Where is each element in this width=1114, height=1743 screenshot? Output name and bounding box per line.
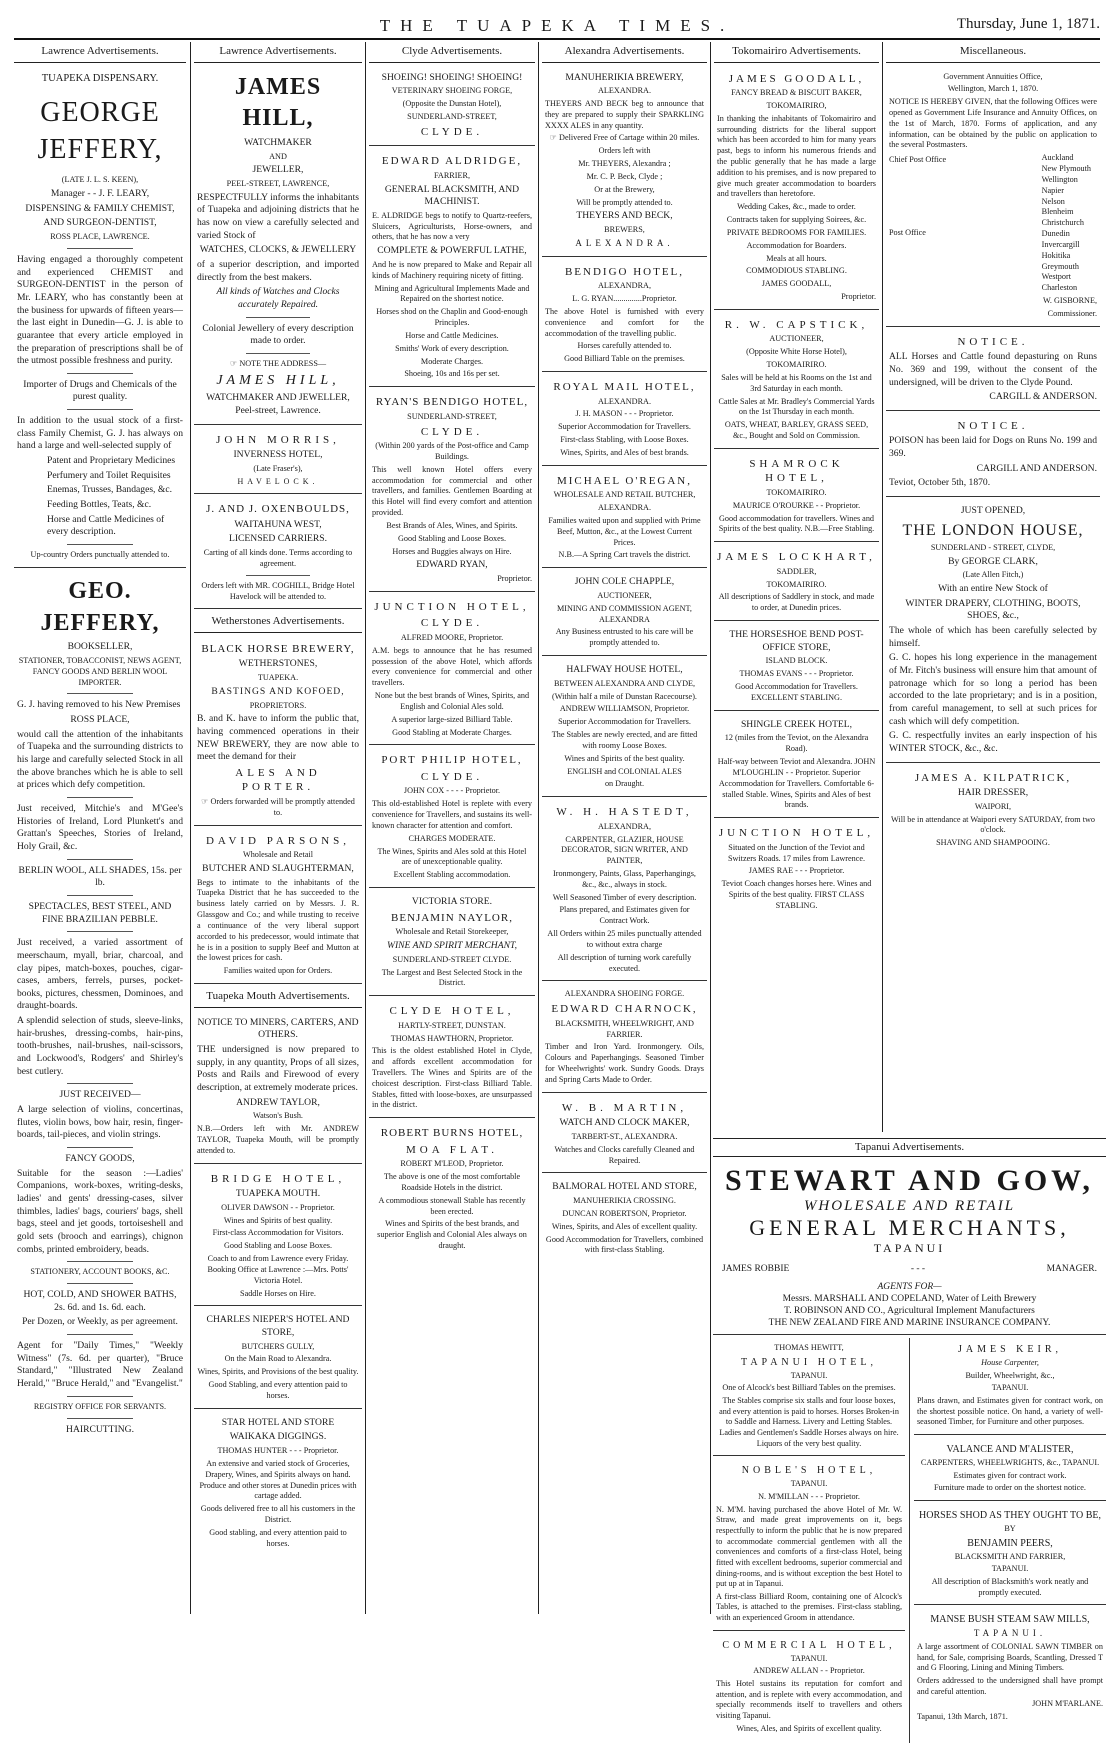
ad-tuapeka-dispensary: TUAPEKA DISPENSARY. GEORGE JEFFERY, (LATE J. L. S. KEEN), Manager - - J. F. LEARY, DISPENSING & FAMILY CHEMIST, AND SURGEON-DENTIST, ROSS PLACE, LAWRENCE. Having engaged a thoroughly competent and experienced CHEMIST and SURGEON-DENTIST in the person of Mr. LEARY, who has constantly been at the business for upwards of fifteen years—the last eight in Dunedin—G. J. is able to guarantee that every article employed in the preparation of prescriptions shall be of the utmost possible freshness and purity. Importer of Drugs and Chemicals of the purest quality. In addition to the usual stock of a first-class Family Chemist, G. J. has always on hand a large and well-selected supply of Patent and Proprietary Medicines Perfumery and Toilet Requisites Enemas, Trusses, Bandages, &c. Feeding Bottles, Teats, &c. Horse and Cattle Medicines of every description. Up-country Orders punctually attended to. [14,67,186,568]
advertiser-name: JAMES KEIR, [957,1344,1062,1355]
ad-notice-poison: NOTICE. POISON has been laid for Dogs on Runs No. 199 and 369. CARGILL AND ANDERSON. Teviot, October 5th, 1870. [886,414,1100,497]
ad-junction-hotel-clyde: JUNCTION HOTEL, CLYDE. ALFRED MOORE, Proprietor. A.M. begs to announce that he has resumed possession of the above Hotel, which affords every convenience for commercial and other travellers. None but the best brands of Wines, Spirits, and English and Colonial Ales sold. A superior large-sized Billiard Table. Good Stabling at Moderate Charges. [369,595,535,745]
advertiser-name: RYAN'S BENDIGO HOTEL, [375,396,529,409]
advertiser-name: EDWARD CHARNOCK, [551,1003,698,1016]
column-rule [538,42,539,1614]
column-tokomairiro [714,42,879,1132]
newspaper-title: THE TUAPEKA TIMES. [379,16,735,35]
advertiser-name: STAR HOTEL AND STORE [221,1416,335,1428]
ad-james-hill: JAMES HILL, WATCHMAKER AND JEWELLER, PEEL-STREET, LAWRENCE, RESPECTFULLY informs the inhabitants of Tuapeka and adjoining districts that he has now on view a carefully selected and varied Stock of WATCHES, CLOCKS, & JEWELLERY of a superior description, and imported directly from the best makers. All kinds of Watches and Clocks accurately Repaired. Colonial Jewellery of every description made to order. ☞ NOTE THE ADDRESS— JAMES HILL, WATCHMAKER AND JEWELLER, Peel-street, Lawrence. [194,67,362,425]
column-rule [365,42,366,1614]
ad-government-annuities: Government Annuities Office, Wellington, March 1, 1870. NOTICE IS HEREBY GIVEN, that the following Offices were opened as Government Life Insurance and Annuity Offices, on the 1st of March, 1870. Forms of application, and any information, can be obtained by the public on application to the several Postmasters. Chief Post Office Post Office Auckland New Plymouth Wellington Napier Nelson Blenheim Christchurch Dunedin Invercargill Hokitika Greymouth Westport Charleston W. GISBORNE, Commissioner. [886,67,1100,327]
column-alexandra [542,42,707,1614]
ad-james-lockhart: JAMES LOCKHART, SADDLER, TOKOMAIRIRO. All descriptions of Saddlery in stock, and made to order, at Dunedin prices. [714,545,879,621]
ad-halfway-house-hotel: HALFWAY HOUSE HOTEL, BETWEEN ALEXANDRA AND CLYDE, (Within half a mile of Dunstan Racecourse). ANDREW WILLIAMSON, Proprietor. Superior Accommodation for Travellers. The Stables are newly erected, and are fitted with roomy Loose Boxes. Wines and Spirits of the best quality. ENGLISH and COLONIAL ALES on Draught. [542,659,707,797]
section-heading: Clyde Advertisements. [369,42,535,63]
advertiser-name: DAVID PARSONS, [205,834,351,847]
ad-bendigo-hotel-alexandra: BENDIGO HOTEL, ALEXANDRA, L. G. RYAN..............Proprietor. The above Hotel is furnished with every convenience and comfort for the accommodation of the travelling public. Horses carefully attended to. Good Billiard Table on the premises. [542,260,707,372]
ad-john-cole-chapple: JOHN COLE CHAPPLE, AUCTIONEER, MINING AND COMMISSION AGENT, ALEXANDRA Any Business entrusted to his care will be promptly attended to. [542,571,707,656]
advertiser-name: ANDREW TAYLOR, [236,1096,320,1108]
section-heading: Tuapeka Mouth Advertisements. [194,987,362,1008]
advertiser-name: BLACK HORSE BREWERY, [201,642,355,655]
ad-shoeing-forge: SHOEING! SHOEING! SHOEING! VETERINARY SHOEING FORGE, (Opposite the Dunstan Hotel), SUNDERLAND-STREET, CLYDE. [369,67,535,147]
section-heading: Tapanui Advertisements. [713,1139,1106,1157]
section-heading: Miscellaneous. [886,42,1100,63]
ad-andrew-taylor: NOTICE TO MINERS, CARTERS, AND OTHERS. THE undersigned is now prepared to supply, in any quantity, Props of all sizes, Posts and Rails and Firewood of every description, at extremely moderate prices. ANDREW TAYLOR, Watson's Bush. N.B.—Orders left with Mr. ANDREW TAYLOR, Tuapeka Mouth, will be promptly attended to. [194,1012,362,1164]
ad-john-morris: JOHN MORRIS, INVERNESS HOTEL, (Late Fraser's), HAVELOCK. [194,428,362,495]
ad-charles-nieper: CHARLES NIEPER'S HOTEL AND STORE, BUTCHERS GULLY, On the Main Road to Alexandra. Wines, Spirits, and Provisions of the best quality. Good Stabling, and every attention paid to horses. [194,1309,362,1408]
ad-star-hotel: STAR HOTEL AND STORE WAIKAKA DIGGINGS. THOMAS HUNTER - - - Proprietor. An extensive and varied stock of Groceries, Drapery, Wines, and Spirits always on hand. Produce and other stores at Dunedin prices with cartage added. Goods delivered free to all his customers in the District. Good stabling, and every attention paid to horses. [194,1412,362,1556]
column-lawrence-1 [14,42,186,1614]
advertiser-name: MICHAEL O'REGAN, [556,474,692,487]
ad-james-goodall: JAMES GOODALL, FANCY BREAD & BISCUIT BAKER, TOKOMAIRIRO, In thanking the inhabitants of Tokomairiro and surrounding districts for the liberal support which has been accorded to him for many years past, begs to inform his numerous friends and the public generally that he has made a large addition to his premises, and is now prepared to give much greater accommodation to boarders and travellers than heretofore. Wedding Cakes, &c., made to order. Contracts taken for supplying Soirees, &c. PRIVATE BEDROOMS FOR FAMILIES. Accommodation for Boarders. Meals at all hours. COMMODIOUS STABLING. JAMES GOODALL, Proprietor. [714,67,879,310]
ad-london-house: JUST OPENED, THE LONDON HOUSE, SUNDERLAND - STREET, CLYDE, By GEORGE CLARK, (Late Allen Fitch,) With an entire New Stock of WINTER DRAPERY, CLOTHING, BOOTS, SHOES, &c., The whole of which has been carefully selected by himself. G. C. hopes his long experience in the management of Mr. Fitch's business will ensure him that amount of patronage which for so long a period has been accorded to the late proprietary; and is in a position, from careful management, to sell at such prices for cash which will defy competition. G. C. respectfully invites an early inspection of his WINTER STOCK, &c., &c. [886,500,1100,763]
ad-ryans-bendigo-hotel: RYAN'S BENDIGO HOTEL, SUNDERLAND-STREET, CLYDE. (Within 200 yards of the Post-office and Camp Buildings. This well known Hotel offers every accommodation for commercial and other travellers, and families. Gentlemen Boarding at this Hotel will find every comfort and attention provided. Best Brands of Ales, Wines, and Spirits. Good Stabling and Loose Boxes. Horses and Buggies always on Hire. EDWARD RYAN, Proprietor. [369,390,535,592]
advertiser-name: R. W. CAPSTICK, [724,318,869,331]
column-rule [710,42,711,1614]
section-heading: Alexandra Advertisements. [542,42,707,63]
advertiser-name: VALANCE AND M'ALISTER, [946,1443,1074,1455]
ad-commercial-hotel: COMMERCIAL HOTEL, TAPANUI. ANDREW ALLAN - - Proprietor. This Hotel sustains its reputation for comfort and attention, and is replete with every accommodation, and specially recommends itself to travellers and others visiting Tapanui. Wines, Ales, and Spirits of excellent quality. [716,1639,902,1733]
masthead [14,14,1100,40]
ad-black-horse-brewery: BLACK HORSE BREWERY, WETHERSTONES, TUAPEKA. BASTINGS AND KOFOED, PROPRIETORS. B. and K. have to inform the public that, having commenced operations in their NEW BREWERY, they are now able to meet the demand for their ALES AND PORTER. ☞ Orders forwarded will be promptly attended to. [194,637,362,826]
section-heading: Wetherstones Advertisements. [194,612,362,633]
advertiser-name: COMMERCIAL HOTEL, [722,1639,896,1651]
section-heading: Lawrence Advertisements. [194,42,362,63]
ad-tapanui-hotel: THOMAS HEWITT, TAPANUI HOTEL, TAPANUI. One of Alcock's best Billiard Tables on the premises. The Stables comprise six stalls and four loose boxes, and every attention is paid to horses. Horses Broken-in to Saddle and Harness. Livery and Letting Stables. Ladies and Gentlemen's Saddle Horses always on hire. Liquors of the very best quality. [713,1338,905,1456]
ad-capstick: R. W. CAPSTICK, AUCTIONEER, (Opposite White Horse Hotel), TOKOMAIRIRO. Sales will be held at his Rooms on the 1st and 3rd Saturday in each month. Cattle Sales at Mr. Bradley's Commercial Yards on the 1st Thursday in each month. OATS, WHEAT, BARLEY, GRASS SEED, &c., Bought and Sold on Commission. [714,313,879,449]
ad-james-keir: JAMES KEIR, House Carpenter, Builder, Wheelwright, &c., TAPANUI. Plans drawn, and Estimates given for contract work, on the shortest possible notice. On hand, a variety of well-seasoned Timber, for Furniture and other purposes. [914,1338,1106,1435]
section-tapanui [713,1138,1106,1743]
column-lawrence-2 [194,42,362,1614]
column-miscellaneous [886,42,1100,1132]
advertiser-name: HALFWAY HOUSE HOTEL, [566,664,683,676]
advertiser-name: ROYAL MAIL HOTEL, [553,381,696,394]
ad-shingle-creek-hotel: SHINGLE CREEK HOTEL, 12 (miles from the Teviot, on the Alexandra Road). Half-way between Teviot and Alexandra. JOHN M'LOUGHLIN - - Proprietor. Superior Accommodation for Travellers. Comfortable 6-stalled Stable. Wines, Spirits and Ales of best brands. [714,714,879,818]
ad-royal-mail-hotel: ROYAL MAIL HOTEL, ALEXANDRA. J. H. MASON - - - Proprietor. Superior Accommodation for Travellers. First-class Stabling, with Loose Boxes. Wines, Spirits, and Ales of best brands. [542,375,707,466]
advertiser-name: JUNCTION HOTEL, [718,827,875,840]
advertiser-name: MANSE BUSH STEAM SAW MILLS, [930,1614,1090,1626]
advertiser-name: GEO. JEFFERY, [40,577,160,636]
advertiser-name: EDWARD ALDRIDGE, [381,155,523,168]
ad-balmoral-hotel: BALMORAL HOTEL AND STORE, MANUHERIKIA CROSSING. DUNCAN ROBERTSON, Proprietor. Wines, Spirits, and Ales of excellent quality. Good Accommodation for Travellers, combined with first-class Stabling. [545,1181,704,1255]
advertiser-name: CHARLES NIEPER'S HOTEL AND STORE, [206,1314,350,1338]
ad-manse-bush-saw-mills: MANSE BUSH STEAM SAW MILLS, TAPANUI. A large assortment of COLONIAL SAWN TIMBER on hand, for Sale, comprising Boards, Scantling, Dressed T and G Flooring, Lining and Mining Timbers. Orders addressed to the undersigned shall have prompt and careful attention. JOHN M'FARLANE. Tapanui, 13th March, 1871. [917,1614,1103,1721]
advertiser-name: JAMES LOCKHART, [717,551,876,564]
advertiser-name: TAPANUI HOTEL, [741,1356,877,1368]
advertiser-name: BALMORAL HOTEL AND STORE, [552,1181,697,1193]
ad-edward-aldridge: EDWARD ALDRIDGE, FARRIER, GENERAL BLACKSMITH, AND MACHINIST. E. ALDRIDGE begs to notify to Quartz-reefers, Sluicers, Agriculturists, Horse-owners, and others, that he has now a very COMPLETE & POWERFUL LATHE, And he is now prepared to Make and Repair all kinds of Machinery requiring nicety of fitting. Mining and Agricultural Implements Made and Repaired on the shortest notice. Horses shod on the Chaplin and Good-enough Principles. Horse and Cattle Medicines. Smiths' Work of every description. Moderate Charges. Shoeing, 10s and 16s per set. [369,149,535,387]
ad-horseshoe-bend-store: THE HORSESHOE BEND POST-OFFICE STORE, ISLAND BLOCK. THOMAS EVANS - - - Proprietor. Good Accommodation for Travellers. EXCELLENT STABLING. [714,624,879,711]
advertiser-name: NOBLE'S HOTEL, [741,1465,877,1477]
ad-robert-burns-hotel: ROBERT BURNS HOTEL, MOA FLAT. ROBERT M'LEOD, Proprietor. The above is one of the most comfortable Roadside Hotels in the district. A commodious stonewall Stable has recently been erected. Wines and Spirits of the best brands, and superior English and Colonial Ales always on draught. [369,1121,535,1258]
section-heading: Lawrence Advertisements. [14,42,186,63]
advertiser-name: JOHN COLE CHAPPLE, [574,576,675,588]
advertiser-name: JAMES A. KILPATRICK, [914,771,1072,784]
ad-david-parsons: DAVID PARSONS, Wholesale and Retail BUTCHER AND SLAUGHTERMAN, Begs to intimate to the inhabitants of the Tuapeka District that he has succeeded to the business lately carried on by Messrs. J. R. Glassgow and Co.; and while trusting to receive a continuance of the very liberal support accorded to his predecessor, would intimate that he is in a position to supply Beef and Mutton at the lowest prices for cash. Families waited upon for Orders. [194,829,362,984]
ad-benjamin-naylor: VICTORIA STORE. BENJAMIN NAYLOR, Wholesale and Retail Storekeeper, WINE AND SPIRIT MERCHANT, SUNDERLAND-STREET CLYDE. The Largest and Best Selected Stock in the District. [369,891,535,996]
advertiser-name: CLYDE HOTEL, [389,1005,515,1018]
ad-nobles-hotel: NOBLE'S HOTEL, TAPANUI. N. M'MILLAN - - - Proprietor. N. M'M. having purchased the above Hotel of Mr. W. Straw, and made great improvements on it, begs respectfully to inform the public that he is now prepared to accommodate commercial gentlemen with all the conveniences and comforts of a first-class Hotel, being fitted with excellent bedrooms, superior commercial and dining-rooms, and is without exception the best Hotel to put up at in Tapanui. A first-class Billiard Room, containing one of Alcock's Tables, is attached to the premises. First-class stabling, with an experienced Groom in attendance. [713,1459,905,1631]
column-rule [882,42,883,1132]
ad-michael-oregan: MICHAEL O'REGAN, WHOLESALE AND RETAIL BUTCHER, ALEXANDRA. Families waited upon and supplied with Prime Beef, Mutton, &c., at the Lowest Current Prices. N.B.—A Spring Cart travels the district. [542,469,707,568]
advertiser-name: STEWART AND GOW, [725,1164,1094,1197]
advertiser-name: PORT PHILIP HOTEL, [381,754,523,767]
advertiser-name: GEORGE JEFFERY, [37,97,163,166]
advertiser-name: THE LONDON HOUSE, [902,521,1084,539]
advertiser-name: JUNCTION HOTEL, [374,600,530,613]
ad-notice-cattle: NOTICE. ALL Horses and Cattle found depasturing on Runs No. 369 and 199, without the consent of the undersigned, will be driven to the Clyde Pound. CARGILL & ANDERSON. [886,330,1100,411]
ad-oxenboulds: J. AND J. OXENBOULDS, WAITAHUNA WEST, LICENSED CARRIERS. Carting of all kinds done. Terms according to agreement. Orders left with MR. COGHILL, Bridge Hotel Havelock will be attended to. [194,497,362,609]
advertiser-name: JOHN MORRIS, [216,433,340,446]
ad-junction-hotel-teviot: JUNCTION HOTEL, Situated on the Junction of the Teviot and Switzers Roads. 17 miles from Lawrence. JAMES RAE - - - Proprietor. Teviot Coach changes horses here. Wines and Spirits of the best quality. FIRST CLASS STABLING. [718,827,875,910]
ad-valance-and-malister: VALANCE AND M'ALISTER, CARPENTERS, WHEELWRIGHTS, &c., TAPANUI. Estimates given for contract work. Furniture made to order on the shortest notice. [914,1438,1106,1501]
advertiser-name: JAMES GOODALL, [728,72,865,85]
section-heading: Tokomairiro Advertisements. [714,42,879,63]
ad-edward-charnock: ALEXANDRA SHOEING FORGE. EDWARD CHARNOCK, BLACKSMITH, WHEELWRIGHT, AND FARRIER. Timber and Iron Yard. Ironmongery. Oils, Colours and Paperhangings. Seasoned Timber for Wheelwrights' work. Sundry Goods. Drays and Spring Carts Made to Order. [542,984,707,1092]
ad-bridge-hotel: BRIDGE HOTEL, TUAPEKA MOUTH. OLIVER DAWSON - - Proprietor. Wines and Spirits of best quality. First-class Accommodation for Visitors. Good Stabling and Loose Boxes. Coach to and from Lawrence every Friday. Booking Office at Lawrence :—Mrs. Potts' Victoria Hotel. Saddle Horses on Hire. [194,1167,362,1307]
advertiser-name: J. AND J. OXENBOULDS, [206,503,350,516]
column-rule [190,42,191,1614]
advertiser-name: BENJAMIN PEERS, [967,1537,1053,1549]
advertiser-name: BENDIGO HOTEL, [564,265,685,278]
ad-wb-martin: W. B. MARTIN, WATCH AND CLOCK MAKER, TARBERT-ST., ALEXANDRA. Watches and Clocks carefully Cleaned and Repaired. [542,1096,707,1174]
advertiser-name: SHAMROCK HOTEL, [749,457,844,485]
ad-stewart-and-gow: STEWART AND GOW, WHOLESALE AND RETAIL GENERAL MERCHANTS, TAPANUI JAMES ROBBIE - - - MANAGER. AGENTS FOR— Messrs. MARSHALL AND COPELAND, Water of Leith Brewery T. ROBINSON AND CO., Agricultural Implement Manufacturers THE NEW ZEALAND FIRE AND MARINE INSURANCE COMPANY. [713,1161,1106,1335]
advertiser-name: MANUHERIKIA BREWERY, [565,71,684,83]
advertiser-name: BRIDGE HOTEL, [210,1172,346,1185]
ad-clyde-hotel: CLYDE HOTEL, HARTLY-STREET, DUNSTAN. THOMAS HAWTHORN, Proprietor. This is the oldest established Hotel in Clyde, and affords excellent accommodation for Travellers. The Wines and Spirits are of the choicest description. First-class Billiard Table. Stables, fitted with loose-boxes, are unsurpassed in the district. [369,999,535,1118]
ad-port-philip-hotel: PORT PHILIP HOTEL, CLYDE. JOHN COX - - - - Proprietor. This old-established Hotel is replete with every convenience for Travellers, and sustains its well-known character for attention and comfort. CHARGES MODERATE. The Wines, Spirits and Ales sold at this Hotel are of unexceptionable quality. Excellent Stabling accommodation. [369,748,535,888]
ad-hastedt: W. H. HASTEDT, ALEXANDRA, CARPENTER, GLAZIER, HOUSE DECORATOR, SIGN WRITER, AND PAINTER, Ironmongery, Paints, Glass, Paperhangings, &c., &c., always in stock. Well Seasoned Timber of every description. Plans prepared, and Estimates given for Contract Work. All Orders within 25 miles punctually attended to without extra charge All description of turning work carefully executed. [542,800,707,981]
issue-date: Thursday, June 1, 1871. [956,16,1100,32]
ad-geo-jeffery-bookseller: GEO. JEFFERY, BOOKSELLER, STATIONER, TOBACCONIST, NEWS AGENT, FANCY GOODS AND BERLIN WOOL IMPORTER. G. J. having removed to his New Premises ROSS PLACE, would call the attention of the inhabitants of Tuapeka and the surrounding districts to his large and carefully selected Stock in all the above branches which he is able to sell at prices which defy competition. Just received, Mitchie's and M'Gee's Histories of Ireland, Lord Plunkett's and Grattan's Speeches, Stories of Ireland, Holy Grail, &c. BERLIN WOOL, ALL SHADES, 15s. per lb. SPECTACLES, BEST STEEL, AND FINE BRAZILIAN PEBBLE. Just received, a varied assortment of meerschaum, myall, briar, charcoal, and clay pipes, match-boxes, pouches, cigar-cases, ambers, ferrels, purses, pocket-books, pictures, chessmen, Dominoes, and draught-boards. A splendid selection of studs, sleeve-links, hair-brushes, dressing-combs, hair-pins, tooth-brushes, nail-brushes, nail-scissors, and Lockwood's, Rodgers' and Shirley's best cutlery. JUST RECEIVED— A large selection of violins, concertinas, flutes, violin bows, bow hair, resin, finger-boards, tail-pieces, and violin strings. FANCY GOODS, Suitable for the season :—Ladies' Companions, work-boxes, writing-desks, ladies' and gents' dressing-cases, silver thimbles, ladies' bags, couriers' bags, shell bags, steel and jet goods, tortoiseshell and gold sets (brooch and earrings), chignon combs, printed embroidery, beads. STATIONERY, ACCOUNT BOOKS, &C. HOT, COLD, AND SHOWER BATHS, 2s. 6d. and 1s. 6d. each. Per Dozen, or Weekly, as per agreement. Agent for "Daily Times," "Weekly Witness" (7s. 6d. per quarter), "Bruce Standard," "Illustrated New Zealand Herald," "Bruce Herald," and "Evangelist." REGISTRY OFFICE FOR SERVANTS. HAIRCUTTING. [17,577,183,1435]
advertiser-name: SHINGLE CREEK HOTEL, [740,718,853,730]
advertiser-name: THE HORSESHOE BEND POST-OFFICE STORE, [729,629,864,653]
column-clyde [369,42,535,1614]
advertiser-name: BENJAMIN NAYLOR, [391,911,513,924]
advertiser-name: JAMES HILL, [234,73,322,132]
ad-shamrock-hotel: SHAMROCK HOTEL, TOKOMAIRIRO. MAURICE O'ROURKE - - Proprietor. Good accommodation for travellers. Wines and Spirits of the best quality. N.B.—Free Stabling. [714,452,879,542]
ad-manuherikia-brewery: MANUHERIKIA BREWERY, ALEXANDRA. THEYERS AND BECK beg to announce that they are prepared to supply their SPARKLING XXXX ALES in any quantity. ☞ Delivered Free of Cartage within 20 miles. Orders left with Mr. THEYERS, Alexandra ; Mr. C. P. Beck, Clyde ; Or at the Brewery, Will be promptly attended to. THEYERS AND BECK, BREWERS, ALEXANDRA. [542,67,707,257]
advertiser-name: W. B. MARTIN, [561,1101,688,1114]
ad-benjamin-peers: HORSES SHOD AS THEY OUGHT TO BE, BY BENJAMIN PEERS, BLACKSMITH AND FARRIER, TAPANUI. All description of Blacksmith's work neatly and promptly executed. [914,1504,1106,1605]
advertiser-name: W. H. HASTEDT, [556,806,693,819]
ad-kilpatrick: JAMES A. KILPATRICK, HAIR DRESSER, WAIPORI, Will be in attendance at Waipori every SATURDAY, from two o'clock. SHAVING AND SHAMPOOING. [886,766,1100,855]
advertiser-name: ROBERT BURNS HOTEL, [380,1127,524,1140]
